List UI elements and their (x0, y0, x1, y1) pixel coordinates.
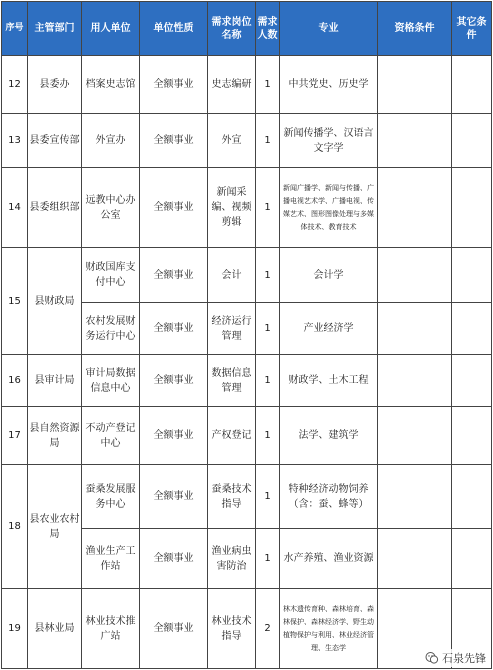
table-row (2, 114, 492, 168)
cell-other (452, 407, 492, 465)
cell-dept: 县委办 (28, 56, 82, 114)
cell-count: 1 (256, 168, 280, 248)
cell-other (452, 303, 492, 355)
header-unit: 用人单位 (82, 2, 140, 56)
cell-qual (378, 248, 452, 303)
cell-unit: 远教中心办公室 (82, 168, 140, 248)
recruitment-table-container (1, 1, 492, 669)
cell-qual (378, 407, 452, 465)
cell-dept: 县林业局 (28, 589, 82, 669)
header-post: 需求岗位名称 (208, 2, 256, 56)
cell-seq: 17 (2, 407, 28, 465)
cell-dept: 县委组织部 (28, 168, 82, 248)
cell-unit: 蚕桑发展服务中心 (82, 465, 140, 529)
cell-count: 1 (256, 407, 280, 465)
cell-other (452, 56, 492, 114)
cell-major: 新闻传播学、汉语言文字学 (280, 114, 378, 168)
cell-nature: 全额事业 (140, 168, 208, 248)
recruitment-table (1, 1, 492, 669)
header-dept: 主管部门 (28, 2, 82, 56)
cell-count: 1 (256, 114, 280, 168)
header-other: 其它条件 (452, 2, 492, 56)
cell-other (452, 529, 492, 589)
cell-other (452, 355, 492, 407)
cell-major: 中共党史、历史学 (280, 56, 378, 114)
watermark (422, 649, 489, 667)
table-row (2, 248, 492, 303)
cell-other (452, 465, 492, 529)
cell-other (452, 114, 492, 168)
cell-major: 会计学 (280, 248, 378, 303)
cell-qual (378, 529, 452, 589)
cell-other (452, 248, 492, 303)
cell-nature: 全额事业 (140, 529, 208, 589)
cell-major: 林木遗传育种、森林培育、森林保护、森林经济学、野生动植物保护与利用、林业经济管理、生态学 (280, 589, 378, 669)
cell-nature: 全额事业 (140, 303, 208, 355)
cell-other (452, 168, 492, 248)
cell-qual (378, 303, 452, 355)
cell-unit: 外宣办 (82, 114, 140, 168)
cell-post: 会计 (208, 248, 256, 303)
cell-nature: 全额事业 (140, 589, 208, 669)
cell-count: 1 (256, 529, 280, 589)
cell-seq: 18 (2, 465, 28, 589)
cell-dept: 县财政局 (28, 248, 82, 355)
cell-unit: 审计局数据信息中心 (82, 355, 140, 407)
table-row (2, 56, 492, 114)
cell-post: 蚕桑技术指导 (208, 465, 256, 529)
cell-count: 1 (256, 355, 280, 407)
header-nature: 单位性质 (140, 2, 208, 56)
header-qual: 资格条件 (378, 2, 452, 56)
cell-unit: 林业技术推广站 (82, 589, 140, 669)
cell-post: 林业技术指导 (208, 589, 256, 669)
cell-seq: 13 (2, 114, 28, 168)
cell-count: 1 (256, 303, 280, 355)
cell-count: 2 (256, 589, 280, 669)
cell-nature: 全额事业 (140, 465, 208, 529)
cell-dept: 县农业农村局 (28, 465, 82, 589)
cell-major: 新闻广播学、新闻与传播、广播电视艺术学、广播电视、传媒艺术、图形图像处理与多媒体技术、教育技术 (280, 168, 378, 248)
cell-unit: 渔业生产工作站 (82, 529, 140, 589)
cell-seq: 15 (2, 248, 28, 355)
cell-nature: 全额事业 (140, 248, 208, 303)
cell-post: 史志编研 (208, 56, 256, 114)
cell-major: 财政学、土木工程 (280, 355, 378, 407)
cell-post: 经济运行管理 (208, 303, 256, 355)
cell-dept: 县审计局 (28, 355, 82, 407)
cell-qual (378, 168, 452, 248)
cell-count: 1 (256, 56, 280, 114)
cell-major: 特种经济动物饲养（含：蚕、蜂等） (280, 465, 378, 529)
cell-post: 外宣 (208, 114, 256, 168)
cell-seq: 16 (2, 355, 28, 407)
cell-seq: 19 (2, 589, 28, 669)
cell-qual (378, 465, 452, 529)
wechat-icon (425, 651, 439, 665)
cell-seq: 12 (2, 56, 28, 114)
cell-post: 产权登记 (208, 407, 256, 465)
cell-dept: 县委宣传部 (28, 114, 82, 168)
cell-nature: 全额事业 (140, 355, 208, 407)
cell-major: 水产养殖、渔业资源 (280, 529, 378, 589)
cell-major: 产业经济学 (280, 303, 378, 355)
cell-post: 新闻采编、视频剪辑 (208, 168, 256, 248)
table-row (2, 168, 492, 248)
cell-seq: 14 (2, 168, 28, 248)
cell-count: 1 (256, 465, 280, 529)
cell-count: 1 (256, 248, 280, 303)
cell-qual (378, 114, 452, 168)
cell-dept: 县自然资源局 (28, 407, 82, 465)
table-row (2, 355, 492, 407)
table-row (2, 465, 492, 529)
watermark-text: 石泉先锋 (442, 652, 486, 665)
cell-major: 法学、建筑学 (280, 407, 378, 465)
header-count: 需求人数 (256, 2, 280, 56)
table-row (2, 589, 492, 669)
cell-unit: 不动产登记中心 (82, 407, 140, 465)
header-seq: 序号 (2, 2, 28, 56)
cell-unit: 档案史志馆 (82, 56, 140, 114)
cell-nature: 全额事业 (140, 407, 208, 465)
cell-nature: 全额事业 (140, 114, 208, 168)
table-header-row (2, 2, 492, 56)
table-row (2, 407, 492, 465)
cell-unit: 财政国库支付中心 (82, 248, 140, 303)
cell-post: 渔业病虫害防治 (208, 529, 256, 589)
cell-post: 数据信息管理 (208, 355, 256, 407)
header-major: 专业 (280, 2, 378, 56)
cell-qual (378, 355, 452, 407)
cell-nature: 全额事业 (140, 56, 208, 114)
cell-unit: 农村发展财务运行中心 (82, 303, 140, 355)
cell-qual (378, 56, 452, 114)
